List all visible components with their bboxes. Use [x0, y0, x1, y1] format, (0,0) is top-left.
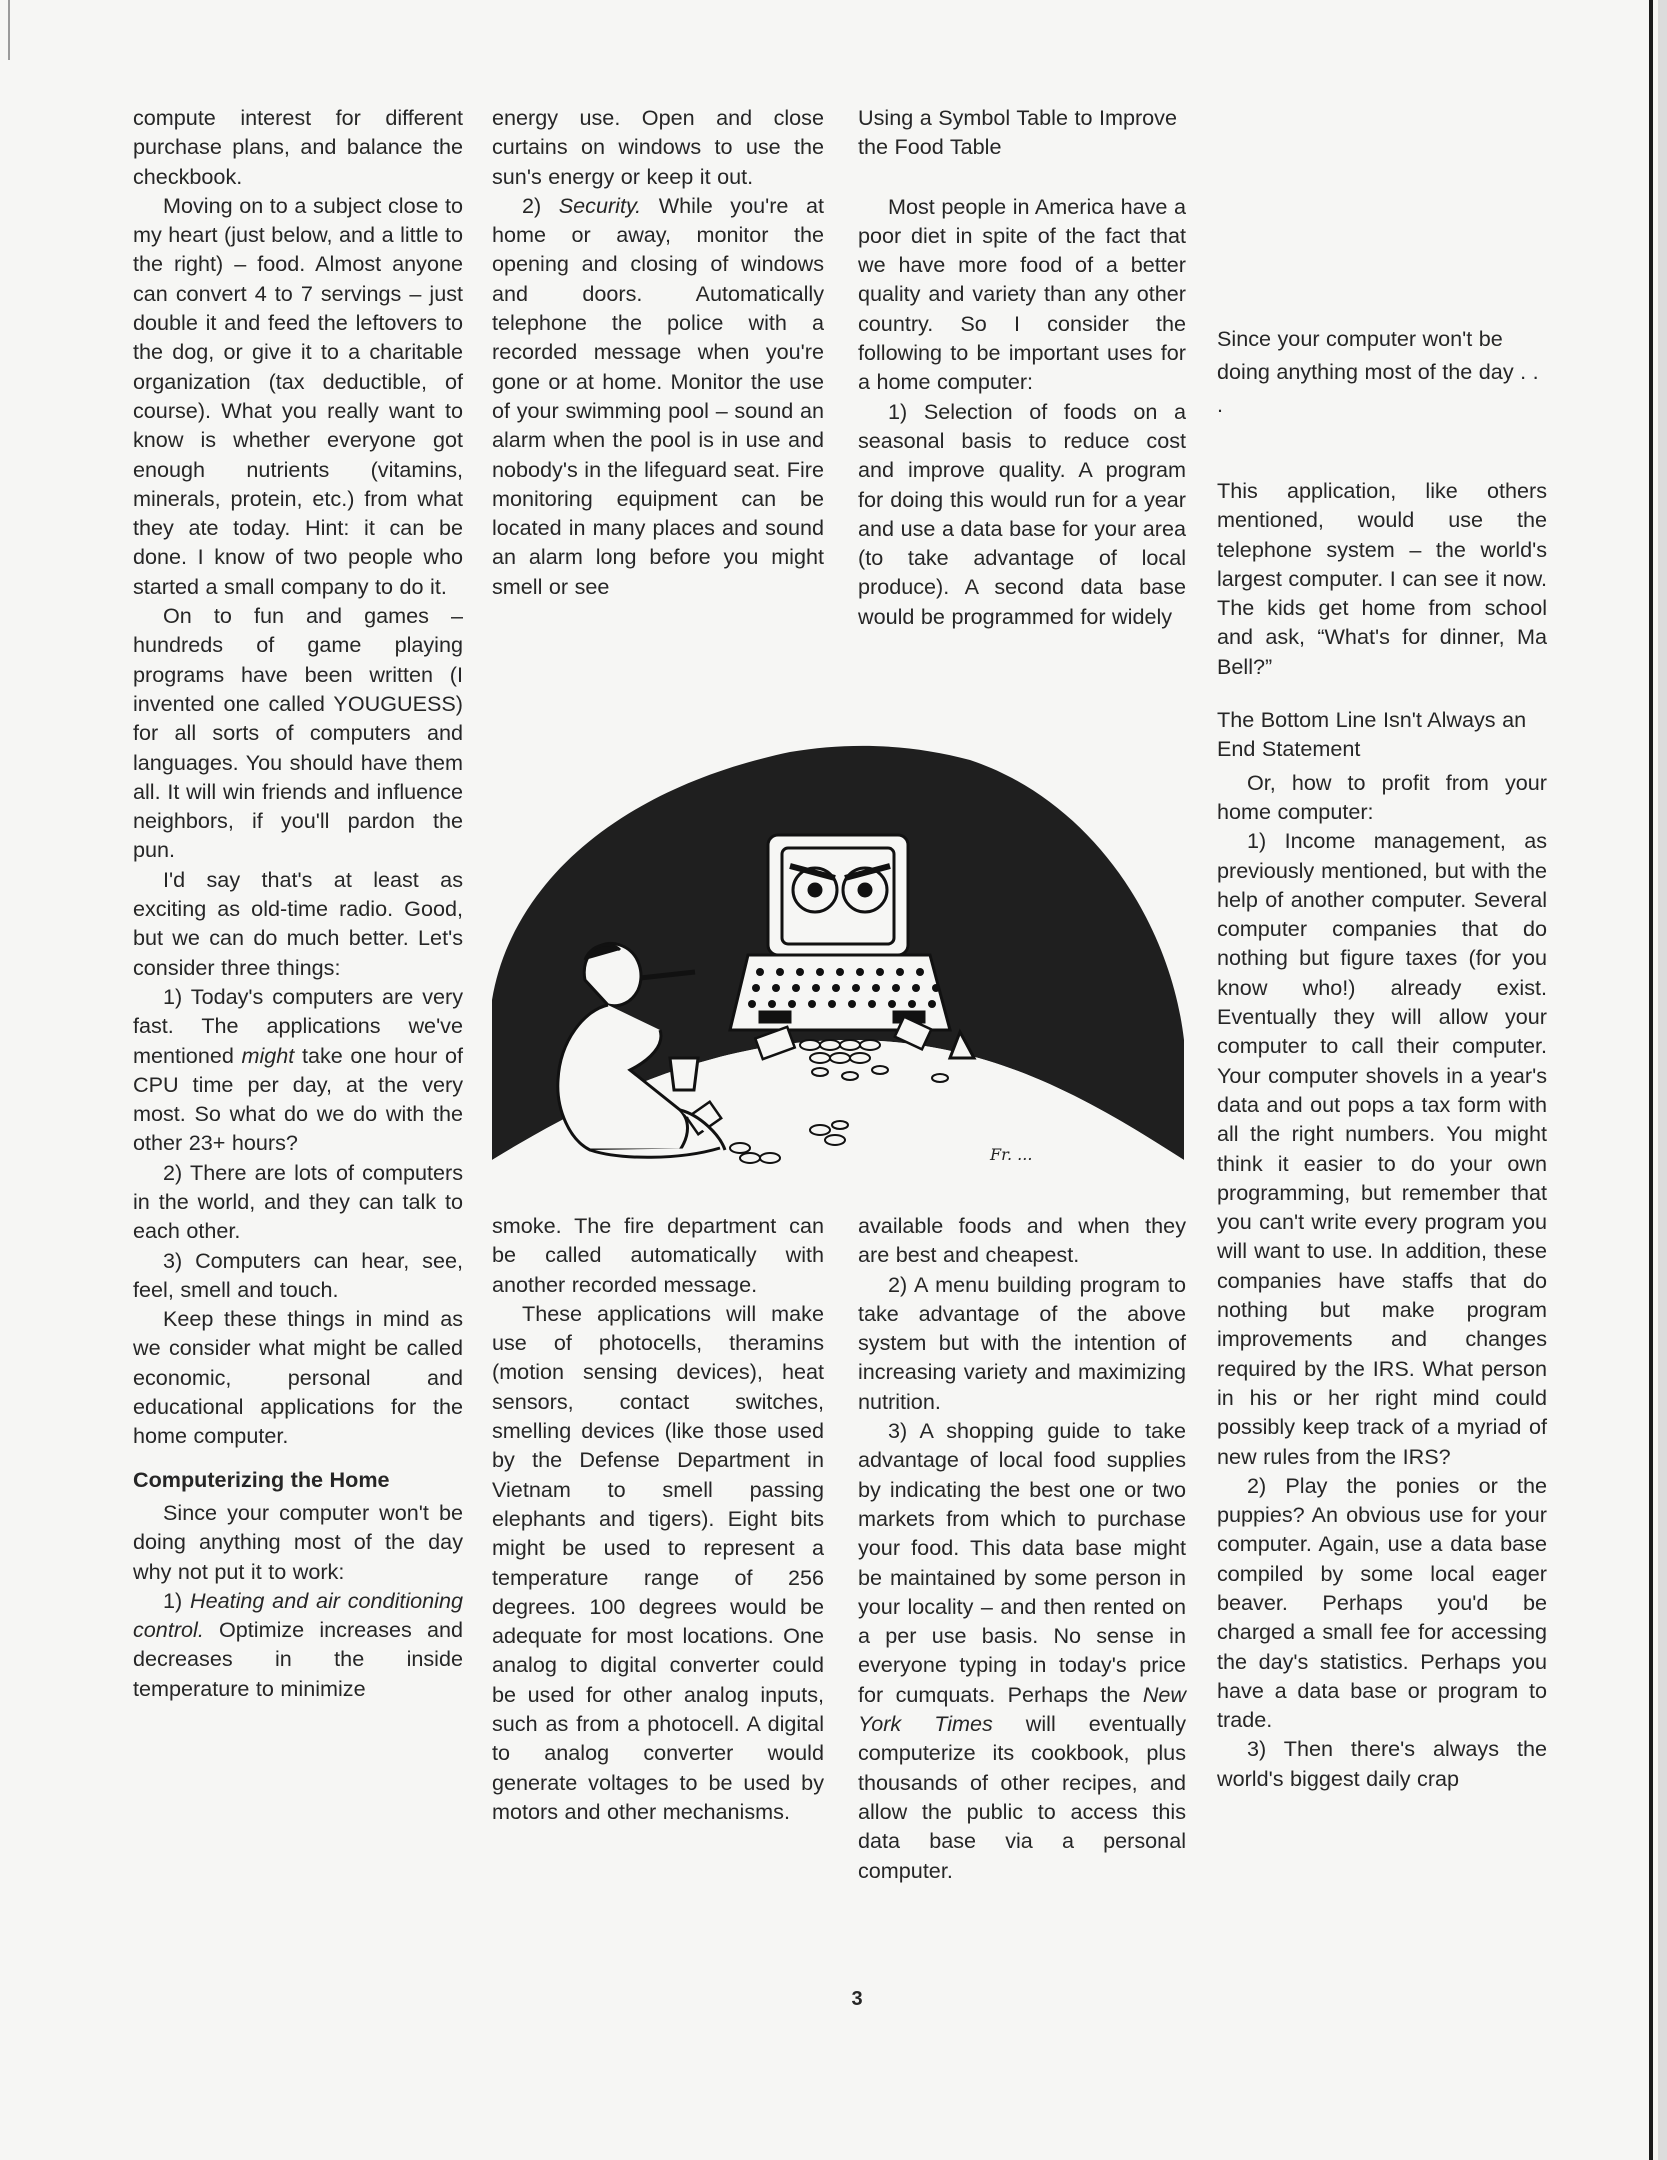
section-heading-computerizing-home: Computerizing the Home	[133, 1466, 390, 1492]
column-2-bottom	[492, 1211, 824, 1826]
col1-p10-italic: Heating and air conditioning control.	[133, 1587, 464, 1643]
column-2-top	[492, 103, 824, 601]
pull-quote: Since your computer won't be doing anything most of the day . . .	[1217, 326, 1539, 417]
col1-p10-start: 1)	[163, 1587, 183, 1613]
col4-paragraph-3: 1) Income management, as previously mentioned, but with the help of another computer. Several computer companies that do nothing but figure taxes (for you know who!) already exist. Eventually they will allow your computer to call their computer. Your computer shovels in a year's data and out pops a tax form with all the right numbers. You might think it easier to do your own programming, but remember that you can't write every program you will want to use. In addition, these companies have staffs that do nothing but make program improvements and changes required by the IRS. What person in his or her right mind could possibly keep track of a myriad of new rules from the IRS?	[1217, 828, 1547, 1469]
col1-paragraph-10	[133, 1586, 463, 1703]
col1-p5-start: 1) Today's computers are very fast. The applications we've mentioned	[133, 983, 463, 1068]
col1-paragraph-2: Moving on to a subject close to my heart (just below, and a little to the right) – food. Almost anyone can convert 4 to 7 servings – just double it and feed the leftovers to the dog, or give it to a charitable organization (tax deductible, of course). What you really want to know is whether everyone got enough nutrients (vitamins, minerals, protein, etc.) from what they ate today. Hint: it can be done. I know of two people who started a small company to do it.	[133, 192, 463, 599]
col1-paragraph-1: compute interest for different purchase plans, and balance the checkbook.	[133, 105, 463, 189]
col1-paragraph-6: 2) There are lots of computers in the world, and they can talk to each other.	[133, 1159, 463, 1244]
col3-paragraph-5	[858, 1416, 1186, 1885]
col4-paragraph-2: Or, how to profit from your home computer:	[1217, 769, 1547, 824]
col2-p2-italic: Security.	[558, 192, 642, 218]
col3-paragraph-2: 1) Selection of foods on a seasonal basis to reduce cost and improve quality. A program for doing this would run for a year and use a data base for your area (to take advantage of local produce). A second data base would be programmed for widely	[858, 398, 1186, 629]
col2-p2-end: While you're at home or away, monitor the opening and closing of windows and doors. Automatically telephone the police with a recorded message when you're gone or at home. Monitor the use of your swimming pool – sound an alarm when the pool is in use and nobody's in the lifeguard seat. Fire monitoring equipment can be located in many places and sound an alarm long before you might smell or see	[492, 192, 824, 599]
col2-paragraph-2	[492, 191, 824, 601]
col4-paragraph-5: 3) Then there's always the world's biggest daily crap	[1217, 1736, 1547, 1791]
col1-paragraph-9: Since your computer won't be doing anything most of the day why not put it to work:	[133, 1499, 463, 1584]
col3-p5-italic: New York Times	[858, 1681, 1187, 1737]
column-3-top	[858, 103, 1186, 631]
section-heading-symbol-table: Using a Symbol Table to Improve the Food Table	[858, 105, 1177, 160]
scan-edge-left	[8, 0, 10, 60]
col1-paragraph-8: Keep these things in mind as we consider what might be called economic, personal and educational applications for the home computer.	[133, 1306, 463, 1449]
col1-p5-end: take one hour of CPU time per day, at the very most. So what do we do with the other 23+ hours?	[133, 1042, 463, 1156]
column-4	[1217, 322, 1547, 1793]
column-1	[133, 103, 463, 1703]
col1-paragraph-4: I'd say that's at least as exciting as old-time radio. Good, but we can do much better. Let's consider three things:	[133, 866, 463, 980]
col2-paragraph-3: smoke. The fire department can be called automatically with another recorded message.	[492, 1213, 824, 1297]
col3-paragraph-1: Most people in America have a poor diet in spite of the fact that we have more food of a better quality and variety than any other country. So I consider the following to be important uses for a home computer:	[858, 193, 1186, 395]
col4-paragraph-1: This application, like others mentioned, would use the telephone system – the world's largest computer. I can see it now. The kids get home from school and ask, “What's for dinner, Ma Bell?”	[1217, 478, 1547, 679]
col2-p2-start: 2)	[522, 192, 542, 218]
col2-paragraph-4: These applications will make use of photocells, theramins (motion sensing devices), heat sensors, contact switches, smelling devices (like those used by the Defense Department in Vietnam to smell passing elephants and tigers). Eight bits might be used to represent a temperature range of 256 degrees. 100 degrees would be adequate for most locations. One analog to digital converter could be used for other analog inputs, such as from a photocell. A digital to analog converter would generate voltages to be used by motors and other mechanisms.	[492, 1300, 824, 1824]
scan-line-right	[1649, 0, 1653, 2160]
computer-poker-illustration	[490, 740, 1186, 1180]
pull-quote-spacer	[1217, 421, 1547, 476]
illustration-signature: Fr. ...	[990, 1145, 1033, 1164]
col1-p10-end: Optimize increases and decreases in the inside temperature to minimize	[133, 1617, 464, 1701]
col3-paragraph-4: 2) A menu building program to take advantage of the above system but with the intention of increasing variety and maximizing nutrition.	[858, 1271, 1186, 1414]
col4-paragraph-4: 2) Play the ponies or the puppies? An obvious use for your computer. Again, use a data base compiled by some local eager beaver. Perhaps you'd be charged a small fee for accessing the day's statistics. Perhaps you have a data base or program to trade.	[1217, 1472, 1547, 1733]
section-heading-bottom-line: The Bottom Line Isn't Always an End Statement	[1217, 707, 1527, 762]
page-number: 3	[851, 1988, 863, 2010]
col1-paragraph-7: 3) Computers can hear, see, feel, smell and touch.	[133, 1247, 463, 1302]
col1-paragraph-3: On to fun and games – hundreds of game playing programs have been written (I invented one called YOUGUESS) for all sorts of computers and languages. You should have them all. It will win friends and influence neighbors, if you'll pardon the pun.	[133, 603, 463, 863]
col3-p5-end: will eventually computerize its cookbook, plus thousands of other recipes, and allow the public to access this data base via a personal computer.	[858, 1711, 1186, 1883]
column-3-bottom	[858, 1211, 1186, 1885]
col3-paragraph-3: available foods and when they are best and cheapest.	[858, 1213, 1186, 1268]
col3-p5-start: 3) A shopping guide to take advantage of local food supplies by indicating the best one or two markets from which to purchase your food. This data base might be maintained by some person in your locality – and then rented on a per use basis. No sense in everyone typing in today's price for cumquats. Perhaps the	[858, 1418, 1186, 1707]
col1-paragraph-5	[133, 982, 463, 1158]
col1-p5-italic: might	[241, 1042, 295, 1068]
col2-paragraph-1: energy use. Open and close curtains on windows to use the sun's energy or keep it out.	[492, 105, 824, 189]
scan-edge-right	[1658, 0, 1667, 2160]
